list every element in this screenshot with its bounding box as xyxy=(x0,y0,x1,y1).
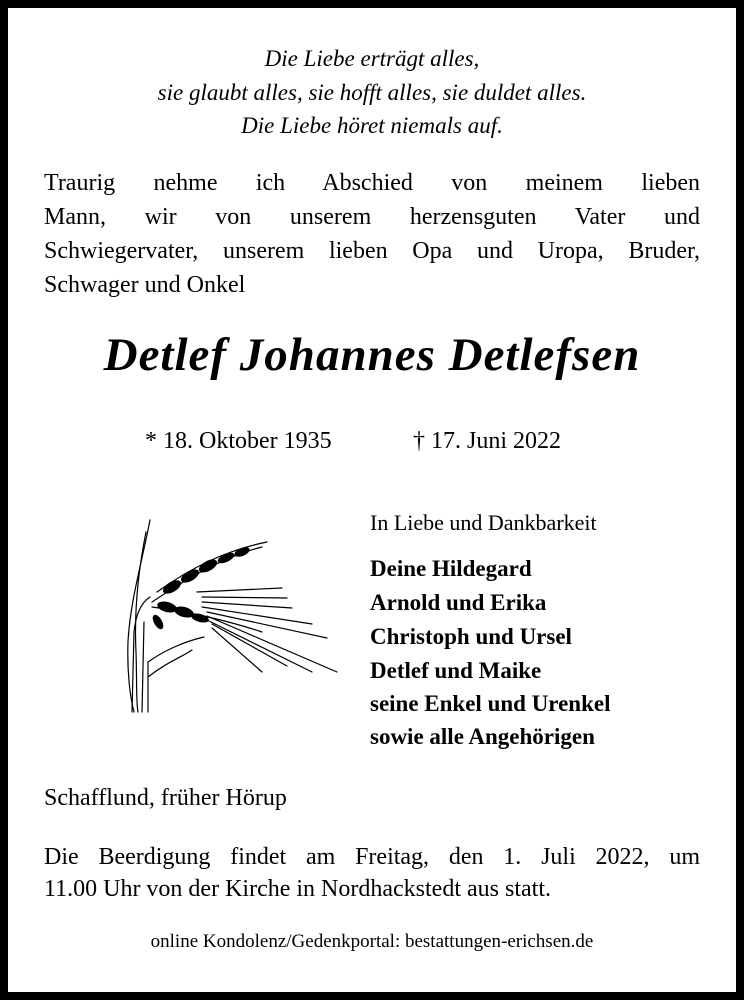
intro-line: Schwager und Onkel xyxy=(44,272,246,298)
mourner-line: seine Enkel und Urenkel xyxy=(370,691,611,716)
place: Schafflund, früher Hörup xyxy=(44,785,287,811)
mourner-line: Deine Hildegard xyxy=(370,556,532,581)
intro-line: Mann, wir von unserem herzensguten Vater und xyxy=(44,204,700,230)
motto-line-3: Die Liebe höret niemals auf. xyxy=(241,113,503,138)
funeral-info xyxy=(44,841,700,905)
mourner-line: Detlef und Maike xyxy=(370,658,542,683)
wheat-illustration xyxy=(112,512,342,717)
motto-line-2: sie glaubt alles, sie hofft alles, sie duldet alles. xyxy=(157,80,587,105)
death-date: † 17. Juni 2022 xyxy=(413,428,562,454)
intro-text xyxy=(44,166,700,302)
birth-date: * 18. Oktober 1935 xyxy=(145,428,332,454)
deceased-name: Detlef Johannes Detlefsen xyxy=(103,329,641,381)
funeral-line: 11.00 Uhr von der Kirche in Nordhackstedt aus statt. xyxy=(44,876,551,902)
mourner-line: Arnold und Erika xyxy=(370,590,547,615)
mourner-line: sowie alle Angehörigen xyxy=(370,724,595,749)
intro-line: Schwiegervater, unserem lieben Opa und Uropa, Bruder, xyxy=(44,238,700,264)
dedication: In Liebe und Dankbarkeit xyxy=(370,510,597,535)
intro-line: Traurig nehme ich Abschied von meinem lieben xyxy=(44,170,700,196)
motto-line-1: Die Liebe erträgt alles, xyxy=(264,46,480,71)
condolence-portal: online Kondolenz/Gedenkportal: bestattungen-erichsen.de xyxy=(150,931,594,952)
mourner-line: Christoph und Ursel xyxy=(370,624,572,649)
funeral-line: Die Beerdigung findet am Freitag, den 1. Juli 2022, um xyxy=(44,844,700,870)
